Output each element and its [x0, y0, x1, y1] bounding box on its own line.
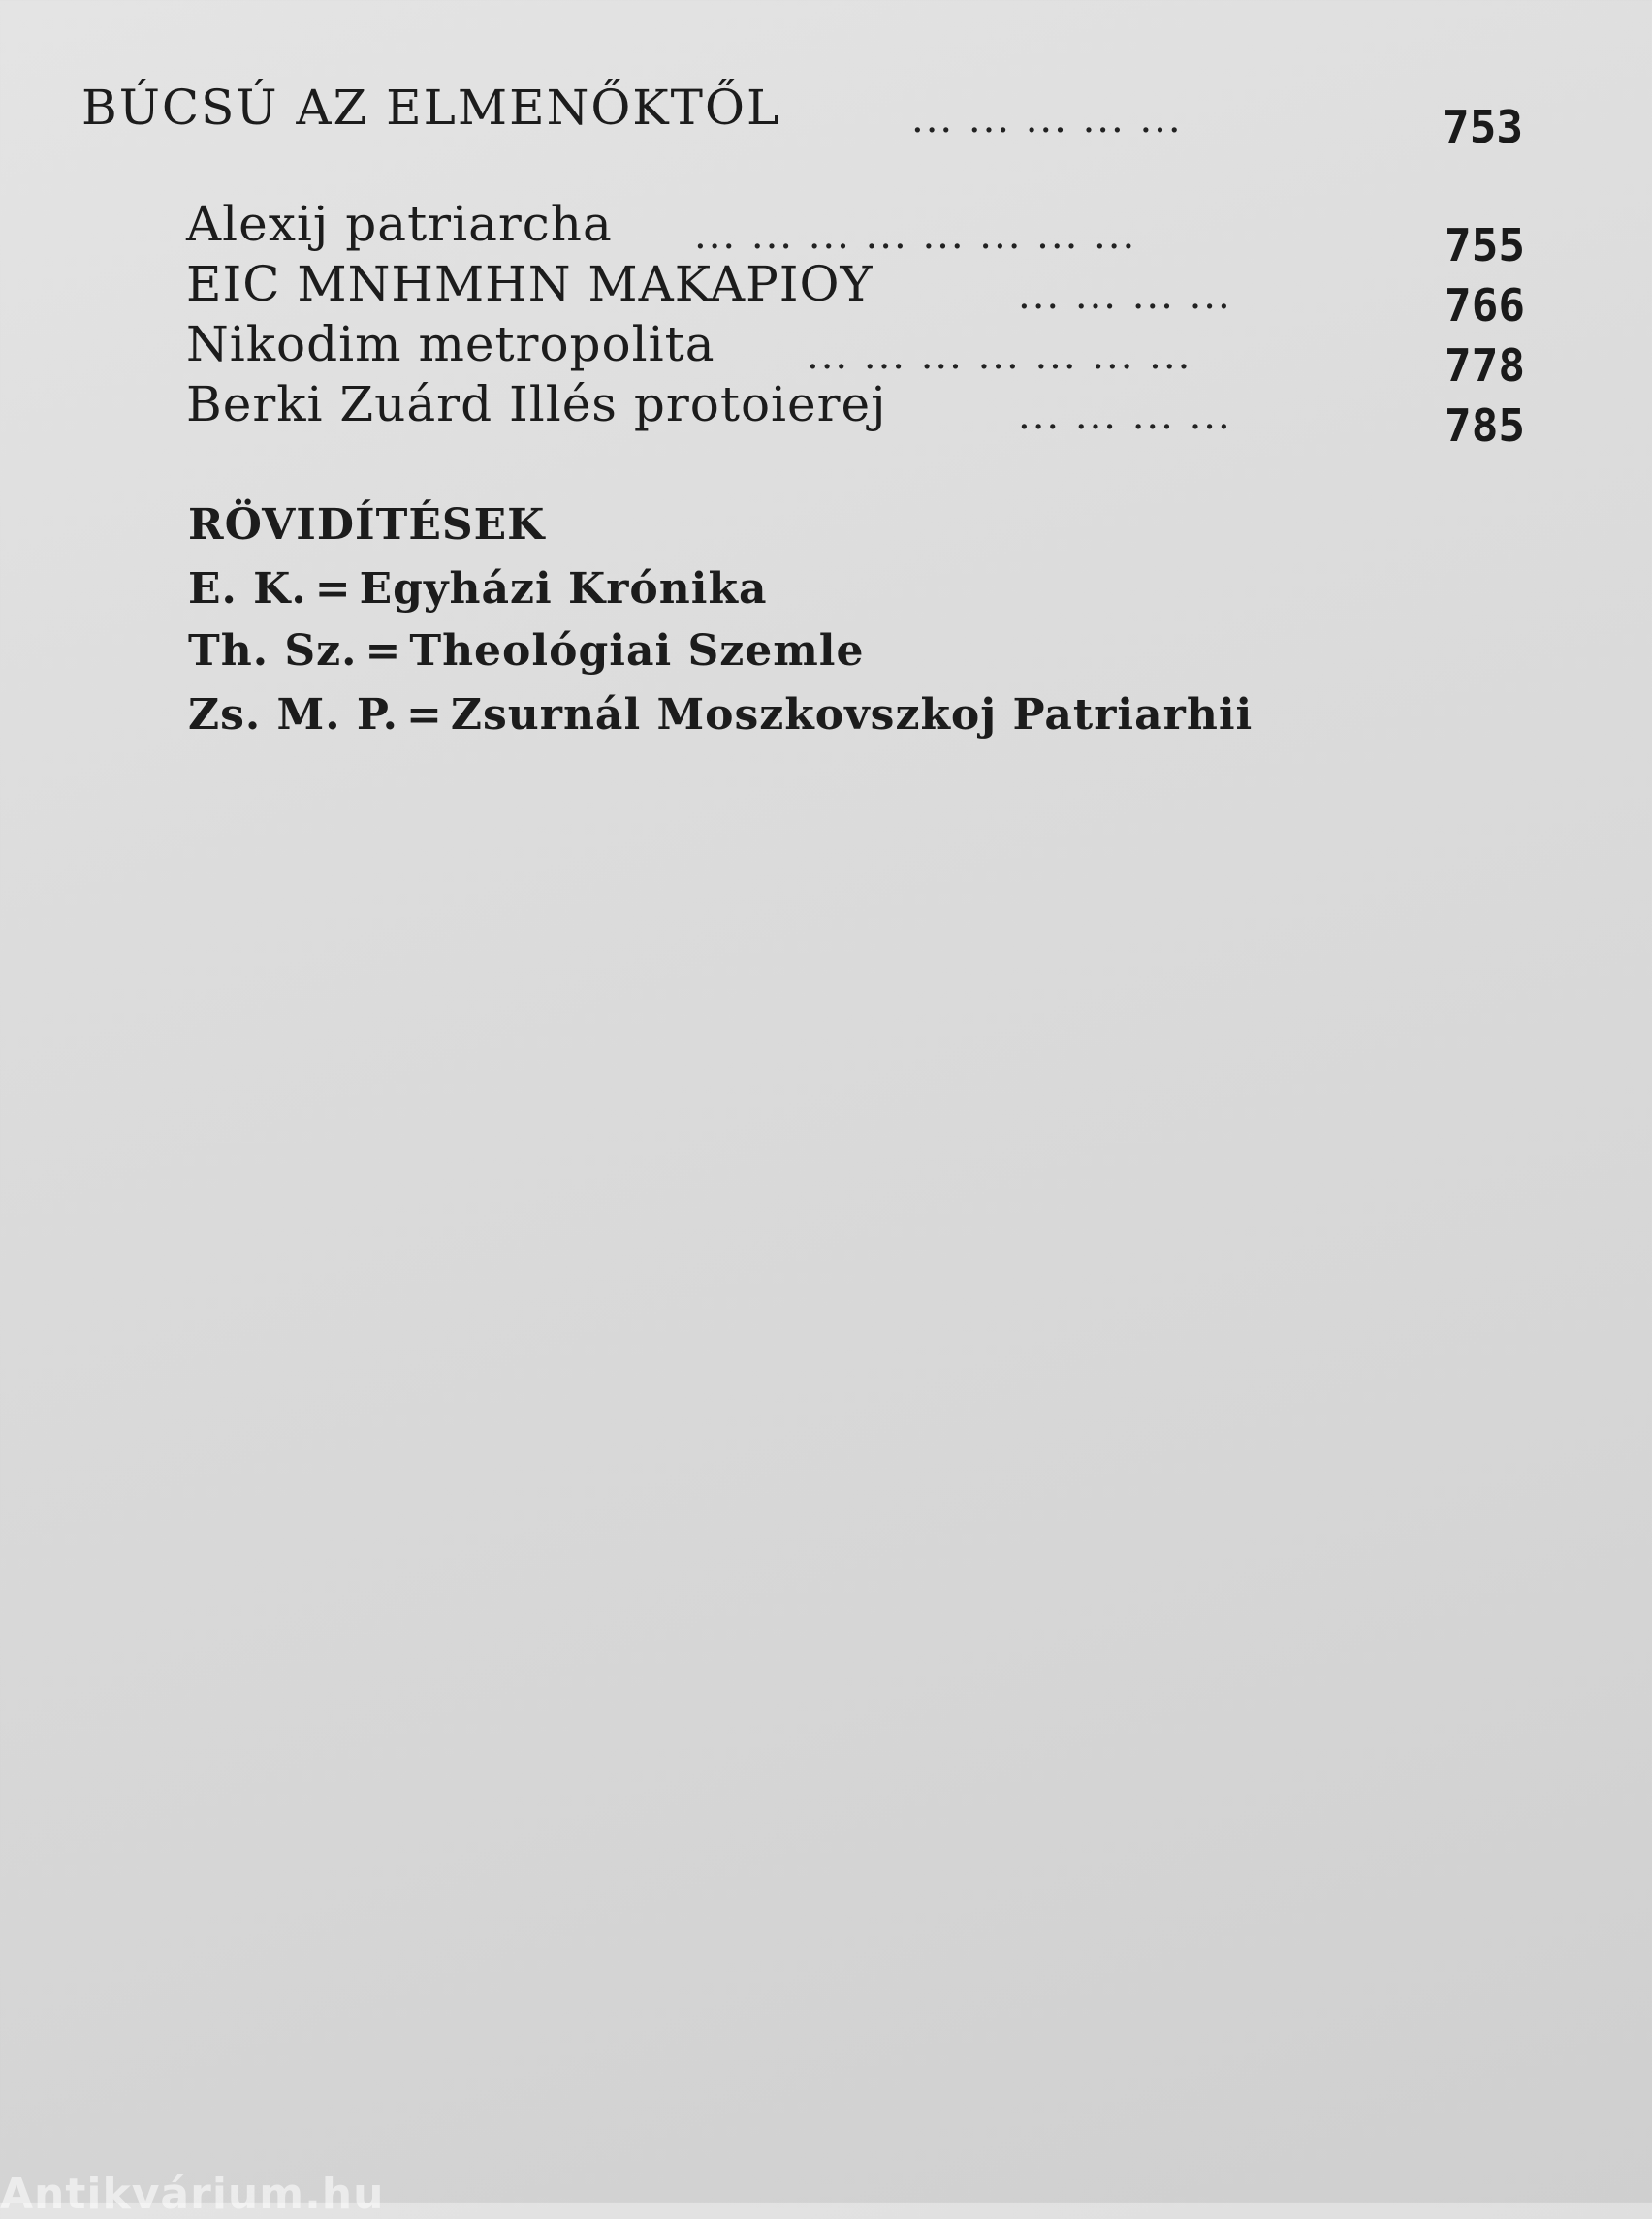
section-page-number: 753 — [1443, 101, 1524, 153]
toc-entry-leader-dots: ... ... ... ... — [1018, 273, 1232, 318]
abbreviation-separator: = — [365, 626, 402, 676]
toc-entry-page-number: 766 — [1445, 279, 1526, 332]
abbreviation-short: Zs. M. P. — [188, 690, 398, 740]
toc-entry-page-number: 755 — [1445, 219, 1526, 271]
toc-entry-title: Alexij patriarcha — [186, 196, 613, 252]
toc-entry-leader-dots: ... ... ... ... ... ... ... — [807, 333, 1192, 378]
toc-entry-page-number: 778 — [1445, 339, 1526, 392]
abbreviation-item — [188, 626, 865, 676]
abbreviation-item — [188, 690, 1253, 740]
toc-entry-title: Nikodim metropolita — [186, 316, 715, 372]
toc-entry-leader-dots: ... ... ... ... — [1018, 394, 1232, 438]
abbreviation-separator: = — [406, 690, 443, 740]
toc-entry-leader-dots: ... ... ... ... ... ... ... ... — [694, 213, 1137, 258]
toc-entry-title: EIC MNHMHN MAKAPIOY — [186, 256, 874, 312]
abbreviation-separator: = — [314, 564, 352, 614]
abbreviation-full: Theológiai Szemle — [409, 626, 865, 676]
section-leader-dots: ... ... ... ... ... — [911, 97, 1183, 142]
toc-entry-title: Berki Zuárd Illés protoierej — [186, 376, 887, 432]
abbreviation-item — [188, 564, 767, 614]
abbreviation-full: Zsurnál Moszkovszkoj Patriarhii — [450, 690, 1254, 740]
watermark: Antikvárium.hu — [0, 2170, 385, 2219]
abbreviation-short: E. K. — [188, 564, 307, 614]
section-title: BÚCSÚ AZ ELMENŐKTŐL — [81, 79, 781, 136]
abbreviation-full: Egyházi Krónika — [359, 564, 768, 614]
toc-entry-page-number: 785 — [1445, 399, 1526, 452]
abbreviations-heading: RÖVIDÍTÉSEK — [188, 500, 546, 550]
abbreviation-short: Th. Sz. — [188, 626, 358, 676]
